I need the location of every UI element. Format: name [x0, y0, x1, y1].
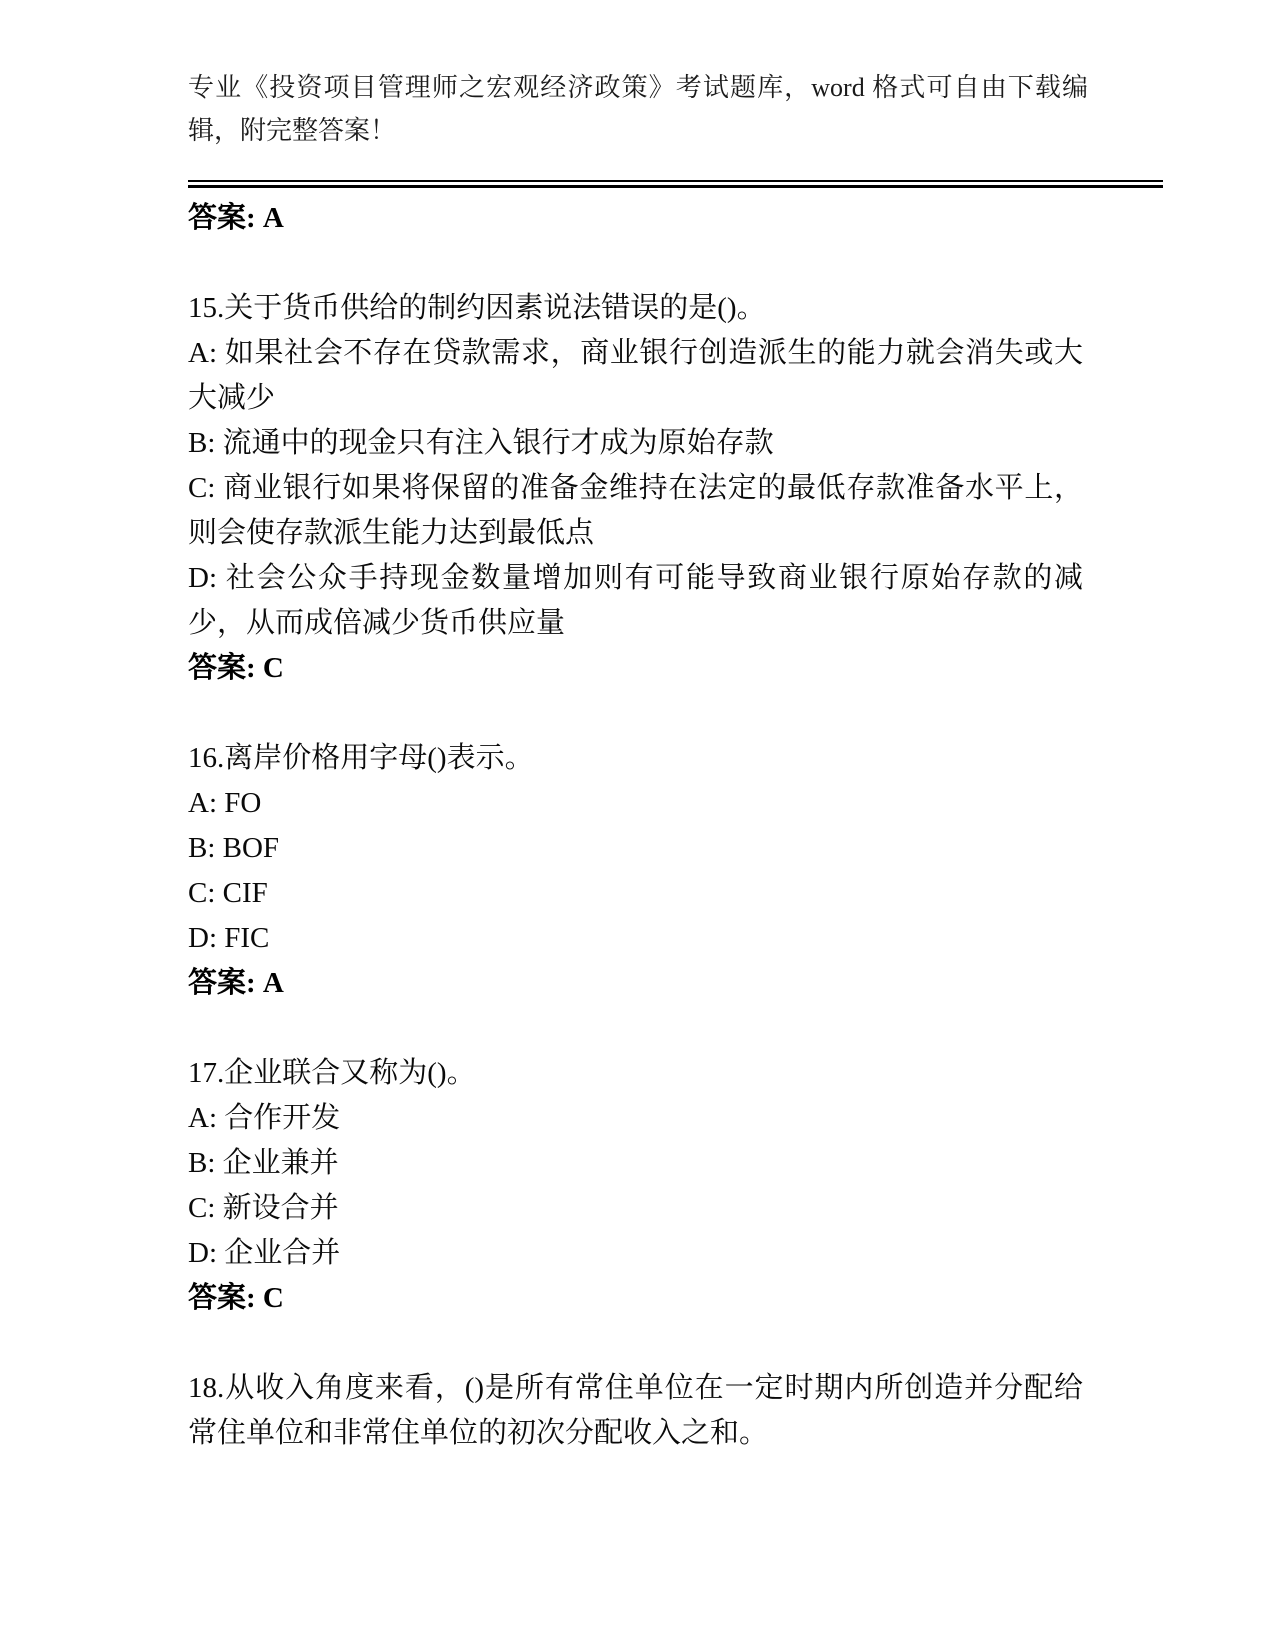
header-text: 专业《投资项目管理师之宏观经济政策》考试题库，word 格式可自由下载编辑，附完整答案！ — [188, 73, 1088, 145]
question-option-d: D: 社会公众手持现金数量增加则有可能导致商业银行原始存款的减少，从而成倍减少货币供应量 — [188, 562, 1083, 639]
page-header — [188, 66, 1163, 188]
header-divider-rule — [188, 180, 1163, 188]
question-stem: 16.离岸价格用字母()表示。 — [188, 742, 534, 774]
question-option-d: D: FIC — [188, 922, 270, 954]
question-option-b: B: BOF — [188, 832, 280, 864]
question-block-17 — [188, 1051, 1083, 1321]
question-option-d: D: 企业合并 — [188, 1237, 341, 1269]
question-option-a: A: 如果社会不存在贷款需求，商业银行创造派生的能力就会消失或大大减少 — [188, 337, 1083, 414]
question-block-18 — [188, 1366, 1083, 1456]
question-option-a: A: FO — [188, 787, 262, 819]
question-block-15 — [188, 286, 1083, 691]
question-stem: 15.关于货币供给的制约因素说法错误的是()。 — [188, 292, 766, 324]
answer-line: 答案: A — [188, 202, 284, 234]
answer-line: 答案: C — [188, 1282, 284, 1314]
question-option-c: C: 商业银行如果将保留的准备金维持在法定的最低存款准备水平上，则会使存款派生能力达到最低点 — [188, 472, 1083, 549]
question-block-16 — [188, 736, 1083, 1006]
question-option-c: C: CIF — [188, 877, 268, 909]
question-option-c: C: 新设合并 — [188, 1192, 339, 1224]
answer-line: 答案: A — [188, 967, 284, 999]
question-option-a: A: 合作开发 — [188, 1102, 341, 1134]
question-stem: 18.从收入角度来看，()是所有常住单位在一定时期内所创造并分配给常住单位和非常住单位的初次分配收入之和。 — [188, 1372, 1083, 1449]
document-body — [188, 196, 1083, 1456]
answer-line: 答案: C — [188, 652, 284, 684]
question-option-b: B: 企业兼并 — [188, 1147, 339, 1179]
question-stem: 17.企业联合又称为()。 — [188, 1057, 476, 1089]
question-option-b: B: 流通中的现金只有注入银行才成为原始存款 — [188, 427, 774, 459]
